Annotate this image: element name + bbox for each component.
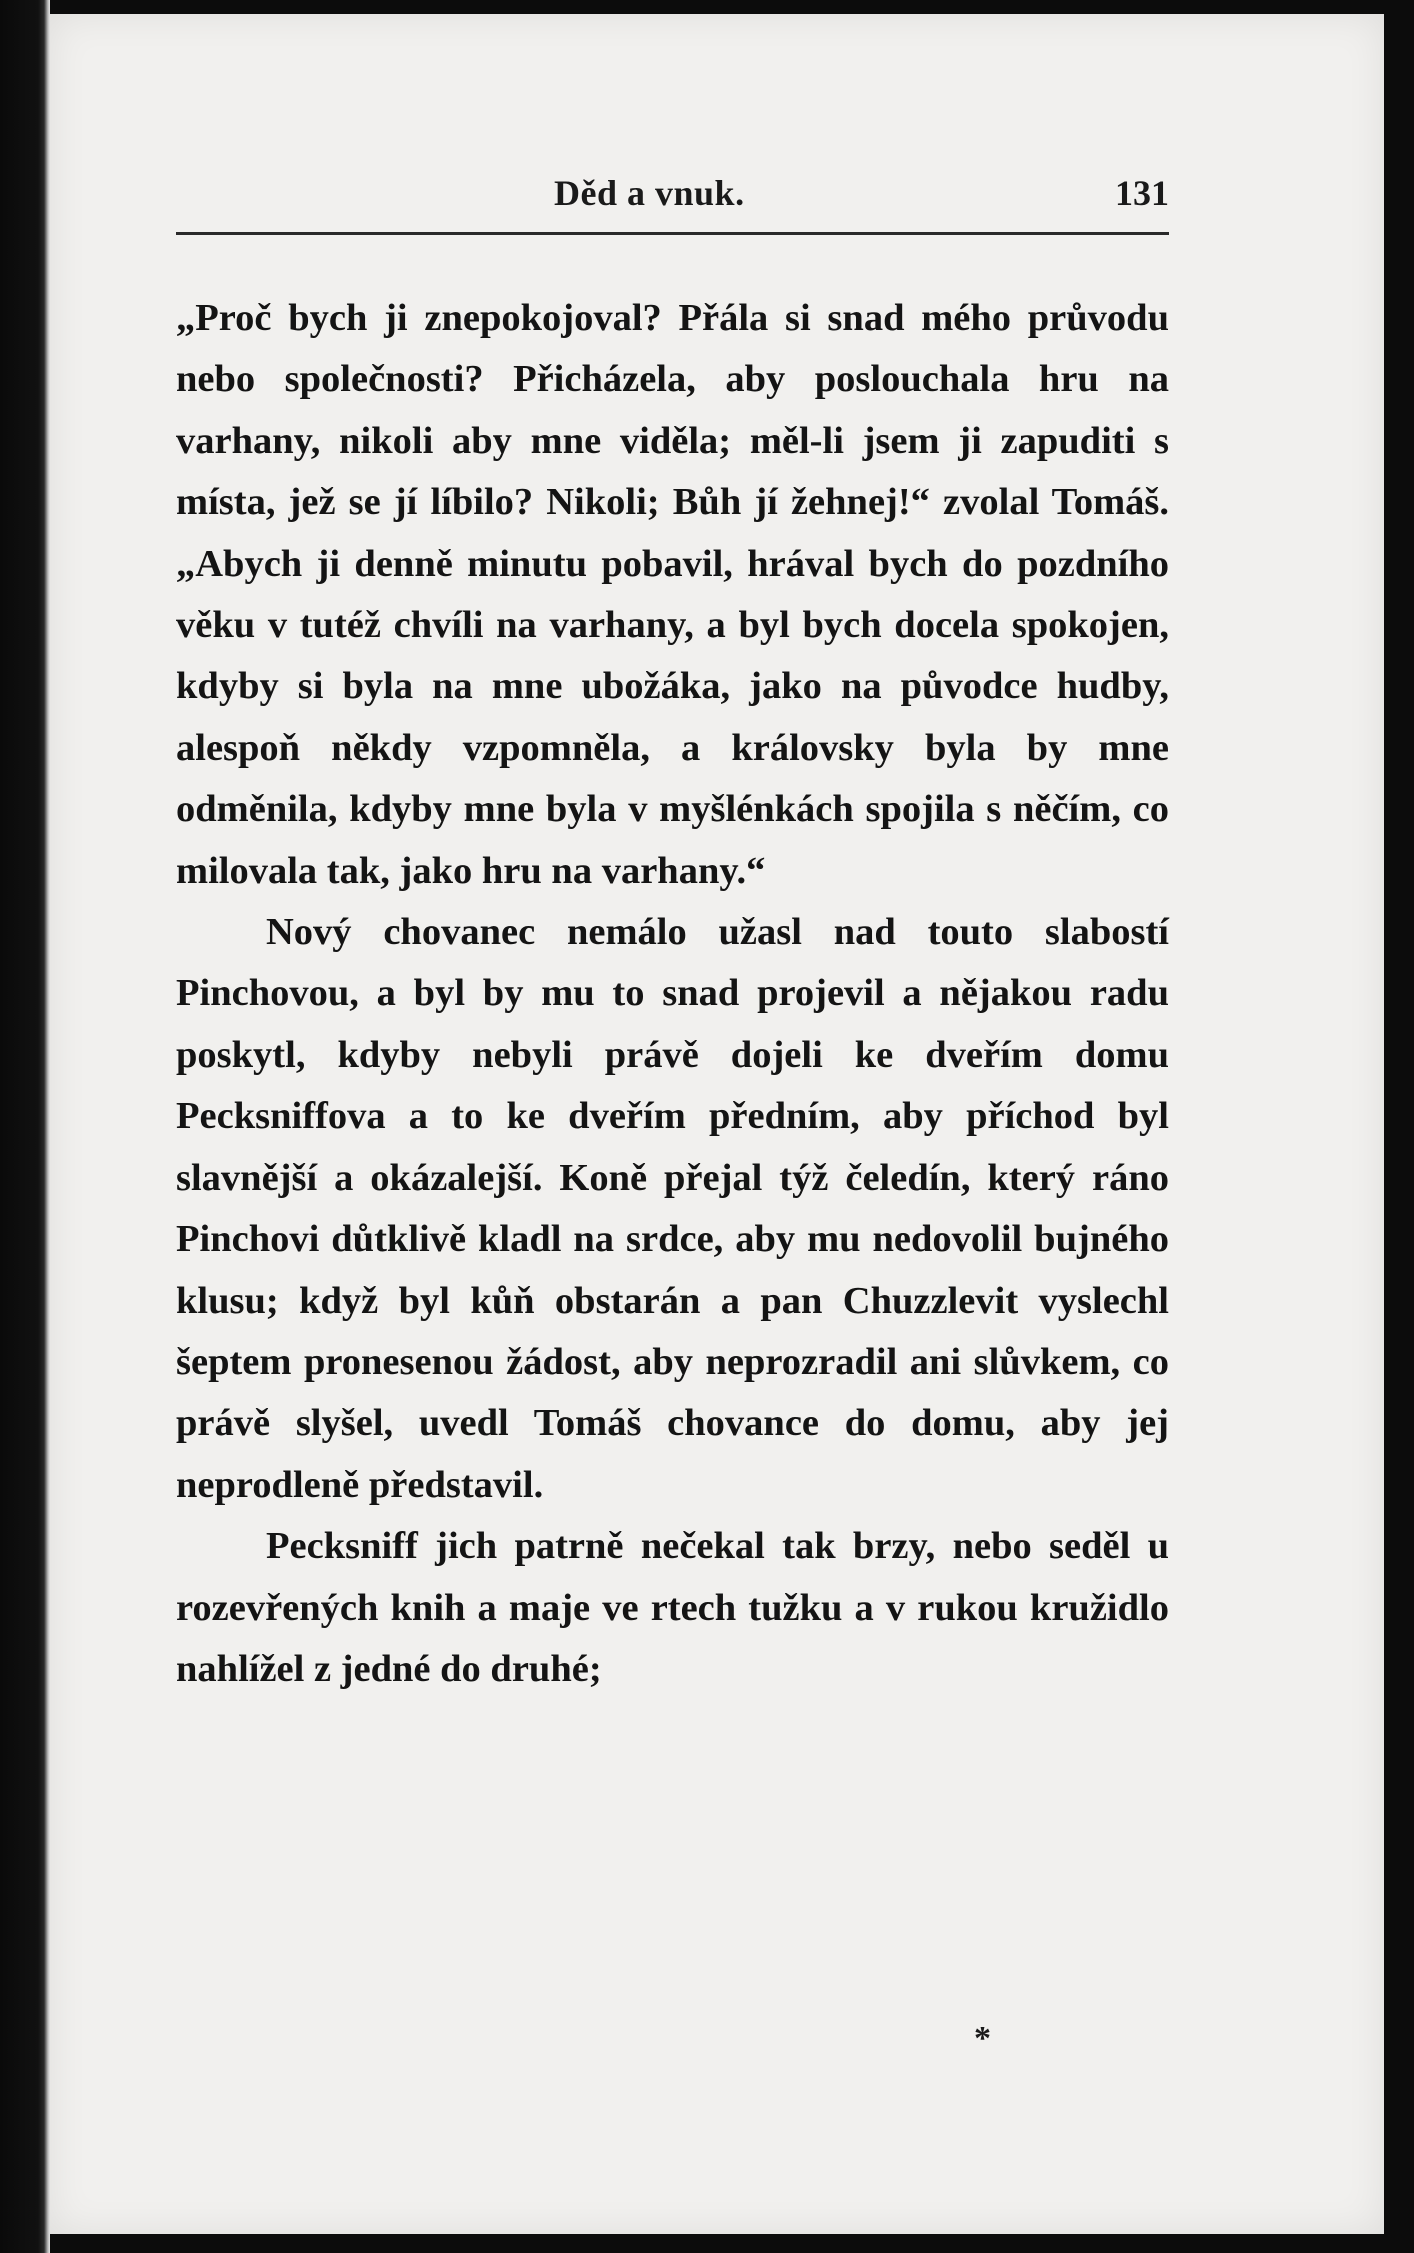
book-binding-shadow	[0, 0, 50, 2253]
running-header	[176, 172, 1169, 228]
header-rule	[176, 232, 1169, 235]
paragraph-3: Pecksniff jich patrně nečekal tak brzy, nebo seděl u rozevřených knih a maje ve rtech tužku a v rukou kružidlo nahlížel z jedné do druhé;	[176, 1525, 1169, 1690]
page-number: 131	[1115, 173, 1169, 213]
paragraph-1: „Proč bych ji znepokojoval? Přála si snad mého průvodu nebo společnosti? Přicházela, aby poslouchala hru na varhany, nikoli aby mne viděla; měl-li jsem ji zapuditi s místa, jež se jí líbilo? Nikoli; Bůh jí žehnej!“ zvolal Tomáš. „Abych ji denně minutu pobavil, hrával bych do pozdního věku v tutéž chvíli na varhany, a byl bych docela spokojen, kdyby si byla na mne ubožáka, jako na původce hudby, alespoň někdy vzpomněla, a královsky byla by mne odměnila, kdyby mne byla v myšlénkách spojila s něčím, co milovala tak, jako hru na varhany.“	[176, 297, 1169, 892]
scan-edge	[1384, 0, 1414, 2253]
running-title: Děd a vnuk.	[554, 173, 745, 213]
paragraph-2: Nový chovanec nemálo užasl nad touto slabostí Pinchovou, a byl by mu to snad projevil a nějakou radu poskytl, kdyby nebyli právě dojeli ke dveřím domu Pecksniffova a to ke dveřím předním, aby příchod byl slavnější a okázalejší. Koně přejal týž čeledín, který ráno Pinchovi důtklivě kladl na srdce, aby mu nedovolil bujného klusu; když byl kůň obstarán a pan Chuzzlevit vyslechl šeptem pronesenou žádost, aby neprozradil ani slůvkem, co právě slyšel, uvedl Tomáš chovance do domu, aby jej neprodleně představil.	[176, 911, 1169, 1506]
signature-mark: *	[974, 2020, 991, 2057]
body-text	[176, 288, 1169, 1700]
